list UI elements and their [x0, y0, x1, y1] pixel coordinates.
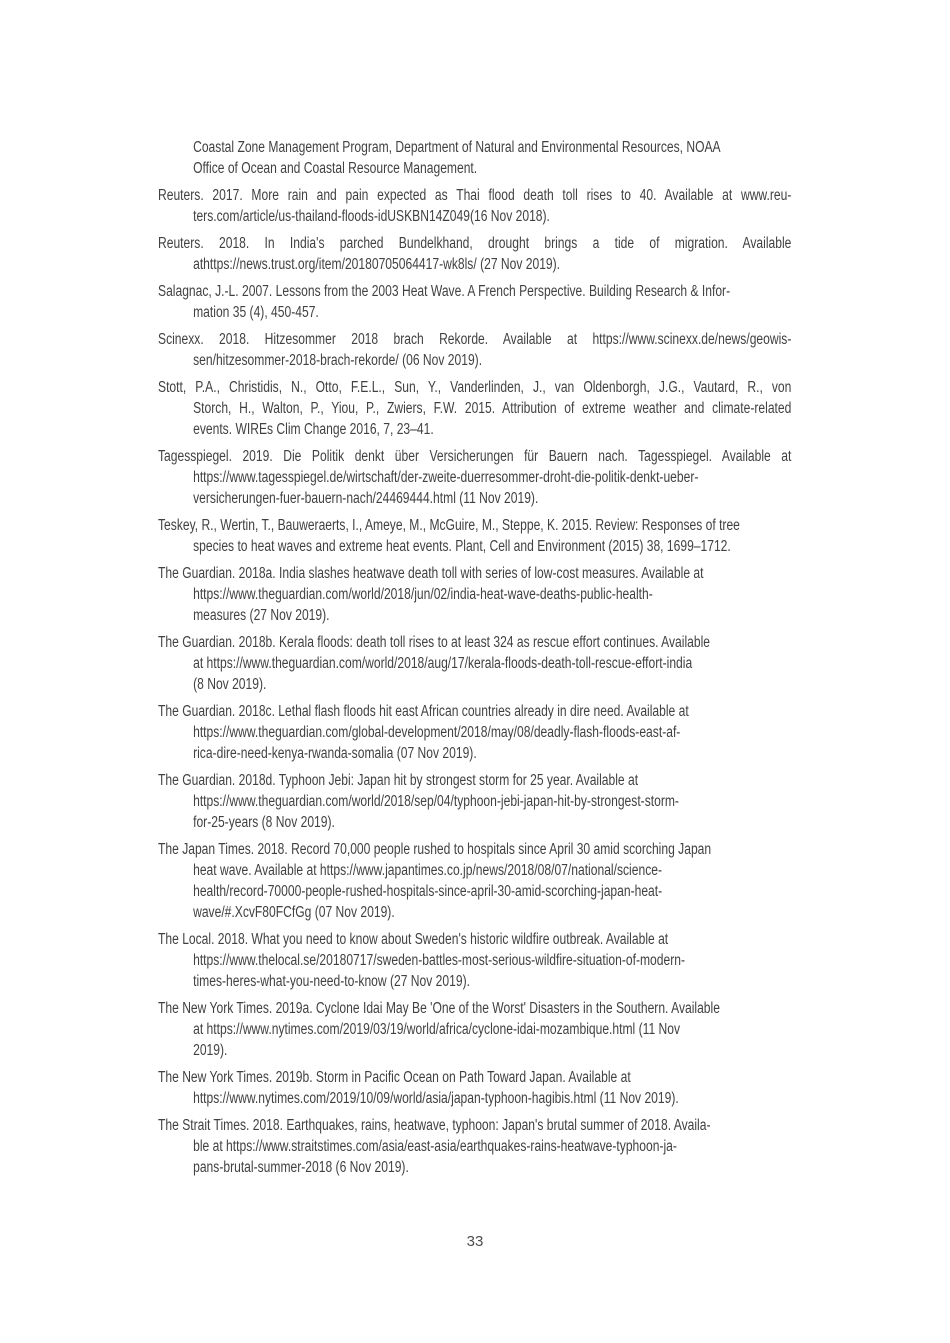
page-number: 33 [466, 1233, 484, 1250]
reference-line: Tagesspiegel. 2019. Die Politik denkt über Versicherungen für Bauern nach. Tagesspiegel. Available at [158, 448, 792, 465]
reference-entry [158, 233, 791, 275]
reference-line: at https://www.theguardian.com/world/2018/aug/17/kerala-floods-death-toll-rescue-effort-india [193, 655, 693, 672]
reference-line: https://www.nytimes.com/2019/10/09/world/asia/japan-typhoon-hagibis.html (11 Nov 2019). [193, 1090, 679, 1107]
reference-line: The New York Times. 2019b. Storm in Pacific Ocean on Path Toward Japan. Available at [158, 1069, 631, 1086]
reference-entry [158, 377, 791, 440]
reference-line: athttps://news.trust.org/item/20180705064417-wk8ls/ (27 Nov 2019). [193, 256, 561, 273]
reference-line: wave/#.XcvF80FCfGg (07 Nov 2019). [193, 904, 395, 921]
reference-line: 2019). [193, 1042, 228, 1059]
reference-entry [158, 185, 791, 227]
reference-entry [158, 563, 791, 626]
reference-line: Reuters. 2017. More rain and pain expected as Thai flood death toll rises to 40. Available at www.reu- [158, 187, 792, 204]
reference-line: The Strait Times. 2018. Earthquakes, rains, heatwave, typhoon: Japan's brutal summer of 2018. Availa- [158, 1117, 711, 1134]
reference-entry [158, 1115, 791, 1178]
reference-entry [158, 446, 791, 509]
reference-line: https://www.theguardian.com/global-development/2018/may/08/deadly-flash-floods-east-af- [193, 724, 681, 741]
reference-entry [158, 281, 791, 323]
reference-line: for-25-years (8 Nov 2019). [193, 814, 335, 831]
reference-line: Reuters. 2018. In India's parched Bundelkhand, drought brings a tide of migration. Available [158, 235, 792, 252]
reference-line: Salagnac, J.-L. 2007. Lessons from the 2003 Heat Wave. A French Perspective. Building Research & Infor- [158, 283, 731, 300]
reference-line: https://www.theguardian.com/world/2018/jun/02/india-heat-wave-deaths-public-health- [193, 586, 653, 603]
reference-line: The Guardian. 2018a. India slashes heatwave death toll with series of low-cost measures. Available at [158, 565, 704, 582]
reference-line: Teskey, R., Wertin, T., Bauweraerts, I., Ameye, M., McGuire, M., Steppe, K. 2015. Review: Responses of tree [158, 517, 740, 534]
reference-line: Stott, P.A., Christidis, N., Otto, F.E.L., Sun, Y., Vanderlinden, J., van Oldenborgh, J.G., Vautard, R., von [158, 379, 792, 396]
reference-entry [158, 515, 791, 557]
reference-line: Coastal Zone Management Program, Department of Natural and Environmental Resources, NOAA [193, 139, 721, 156]
reference-line: https://www.tagesspiegel.de/wirtschaft/der-zweite-duerresommer-droht-die-politik-denkt-ueber- [193, 469, 699, 486]
reference-entry [158, 839, 791, 923]
reference-line: mation 35 (4), 450-457. [193, 304, 319, 321]
reference-line: rica-dire-need-kenya-rwanda-somalia (07 Nov 2019). [193, 745, 477, 762]
reference-line: pans-brutal-summer-2018 (6 Nov 2019). [193, 1159, 409, 1176]
reference-line: Office of Ocean and Coastal Resource Management. [193, 160, 478, 177]
reference-line: https://www.thelocal.se/20180717/sweden-battles-most-serious-wildfire-situation-of-modern- [193, 952, 685, 969]
reference-entry [158, 701, 791, 764]
reference-line: The Guardian. 2018d. Typhoon Jebi: Japan hit by strongest storm for 25 year. Available at [158, 772, 639, 789]
reference-line: versicherungen-fuer-bauern-nach/24469444.html (11 Nov 2019). [193, 490, 539, 507]
reference-line: The Guardian. 2018c. Lethal flash floods hit east African countries already in dire need. Available at [158, 703, 689, 720]
reference-line: The New York Times. 2019a. Cyclone Idai May Be 'One of the Worst' Disasters in the Southern. Available [158, 1000, 720, 1017]
reference-line: times-heres-what-you-need-to-know (27 Nov 2019). [193, 973, 470, 990]
reference-entry [158, 1067, 791, 1109]
reference-line: (8 Nov 2019). [193, 676, 267, 693]
reference-line: ters.com/article/us-thailand-floods-idUSKBN14Z049(16 Nov 2018). [193, 208, 550, 225]
reference-entry [158, 770, 791, 833]
reference-entry [158, 329, 791, 371]
reference-line: The Guardian. 2018b. Kerala floods: death toll rises to at least 324 as rescue effort continues. Available [158, 634, 711, 651]
reference-line: The Japan Times. 2018. Record 70,000 people rushed to hospitals since April 30 amid scorching Japan [158, 841, 712, 858]
reference-line: at https://www.nytimes.com/2019/03/19/world/africa/cyclone-idai-mozambique.html (11 Nov [193, 1021, 681, 1038]
reference-line: health/record-70000-people-rushed-hospitals-since-april-30-amid-scorching-japan-heat- [193, 883, 663, 900]
reference-entry [158, 929, 791, 992]
reference-entry [158, 632, 791, 695]
reference-line: The Local. 2018. What you need to know about Sweden's historic wildfire outbreak. Available at [158, 931, 669, 948]
reference-line: sen/hitzesommer-2018-brach-rekorde/ (06 Nov 2019). [193, 352, 483, 369]
references-list [158, 137, 791, 1184]
reference-entry [158, 137, 791, 179]
reference-line: Storch, H., Walton, P., Yiou, P., Zwiers, F.W. 2015. Attribution of extreme weather and climate-related [193, 400, 792, 417]
reference-line: ble at https://www.straitstimes.com/asia/east-asia/earthquakes-rains-heatwave-typhoon-ja- [193, 1138, 677, 1155]
reference-line: events. WIREs Clim Change 2016, 7, 23–41. [193, 421, 434, 438]
reference-line: Scinexx. 2018. Hitzesommer 2018 brach Rekorde. Available at https://www.scinexx.de/news/geowis- [158, 331, 792, 348]
reference-entry [158, 998, 791, 1061]
reference-line: species to heat waves and extreme heat events. Plant, Cell and Environment (2015) 38, 1699–1712. [193, 538, 731, 555]
reference-line: measures (27 Nov 2019). [193, 607, 330, 624]
reference-line: heat wave. Available at https://www.japantimes.co.jp/news/2018/08/07/national/science- [193, 862, 662, 879]
reference-line: https://www.theguardian.com/world/2018/sep/04/typhoon-jebi-japan-hit-by-strongest-storm- [193, 793, 679, 810]
